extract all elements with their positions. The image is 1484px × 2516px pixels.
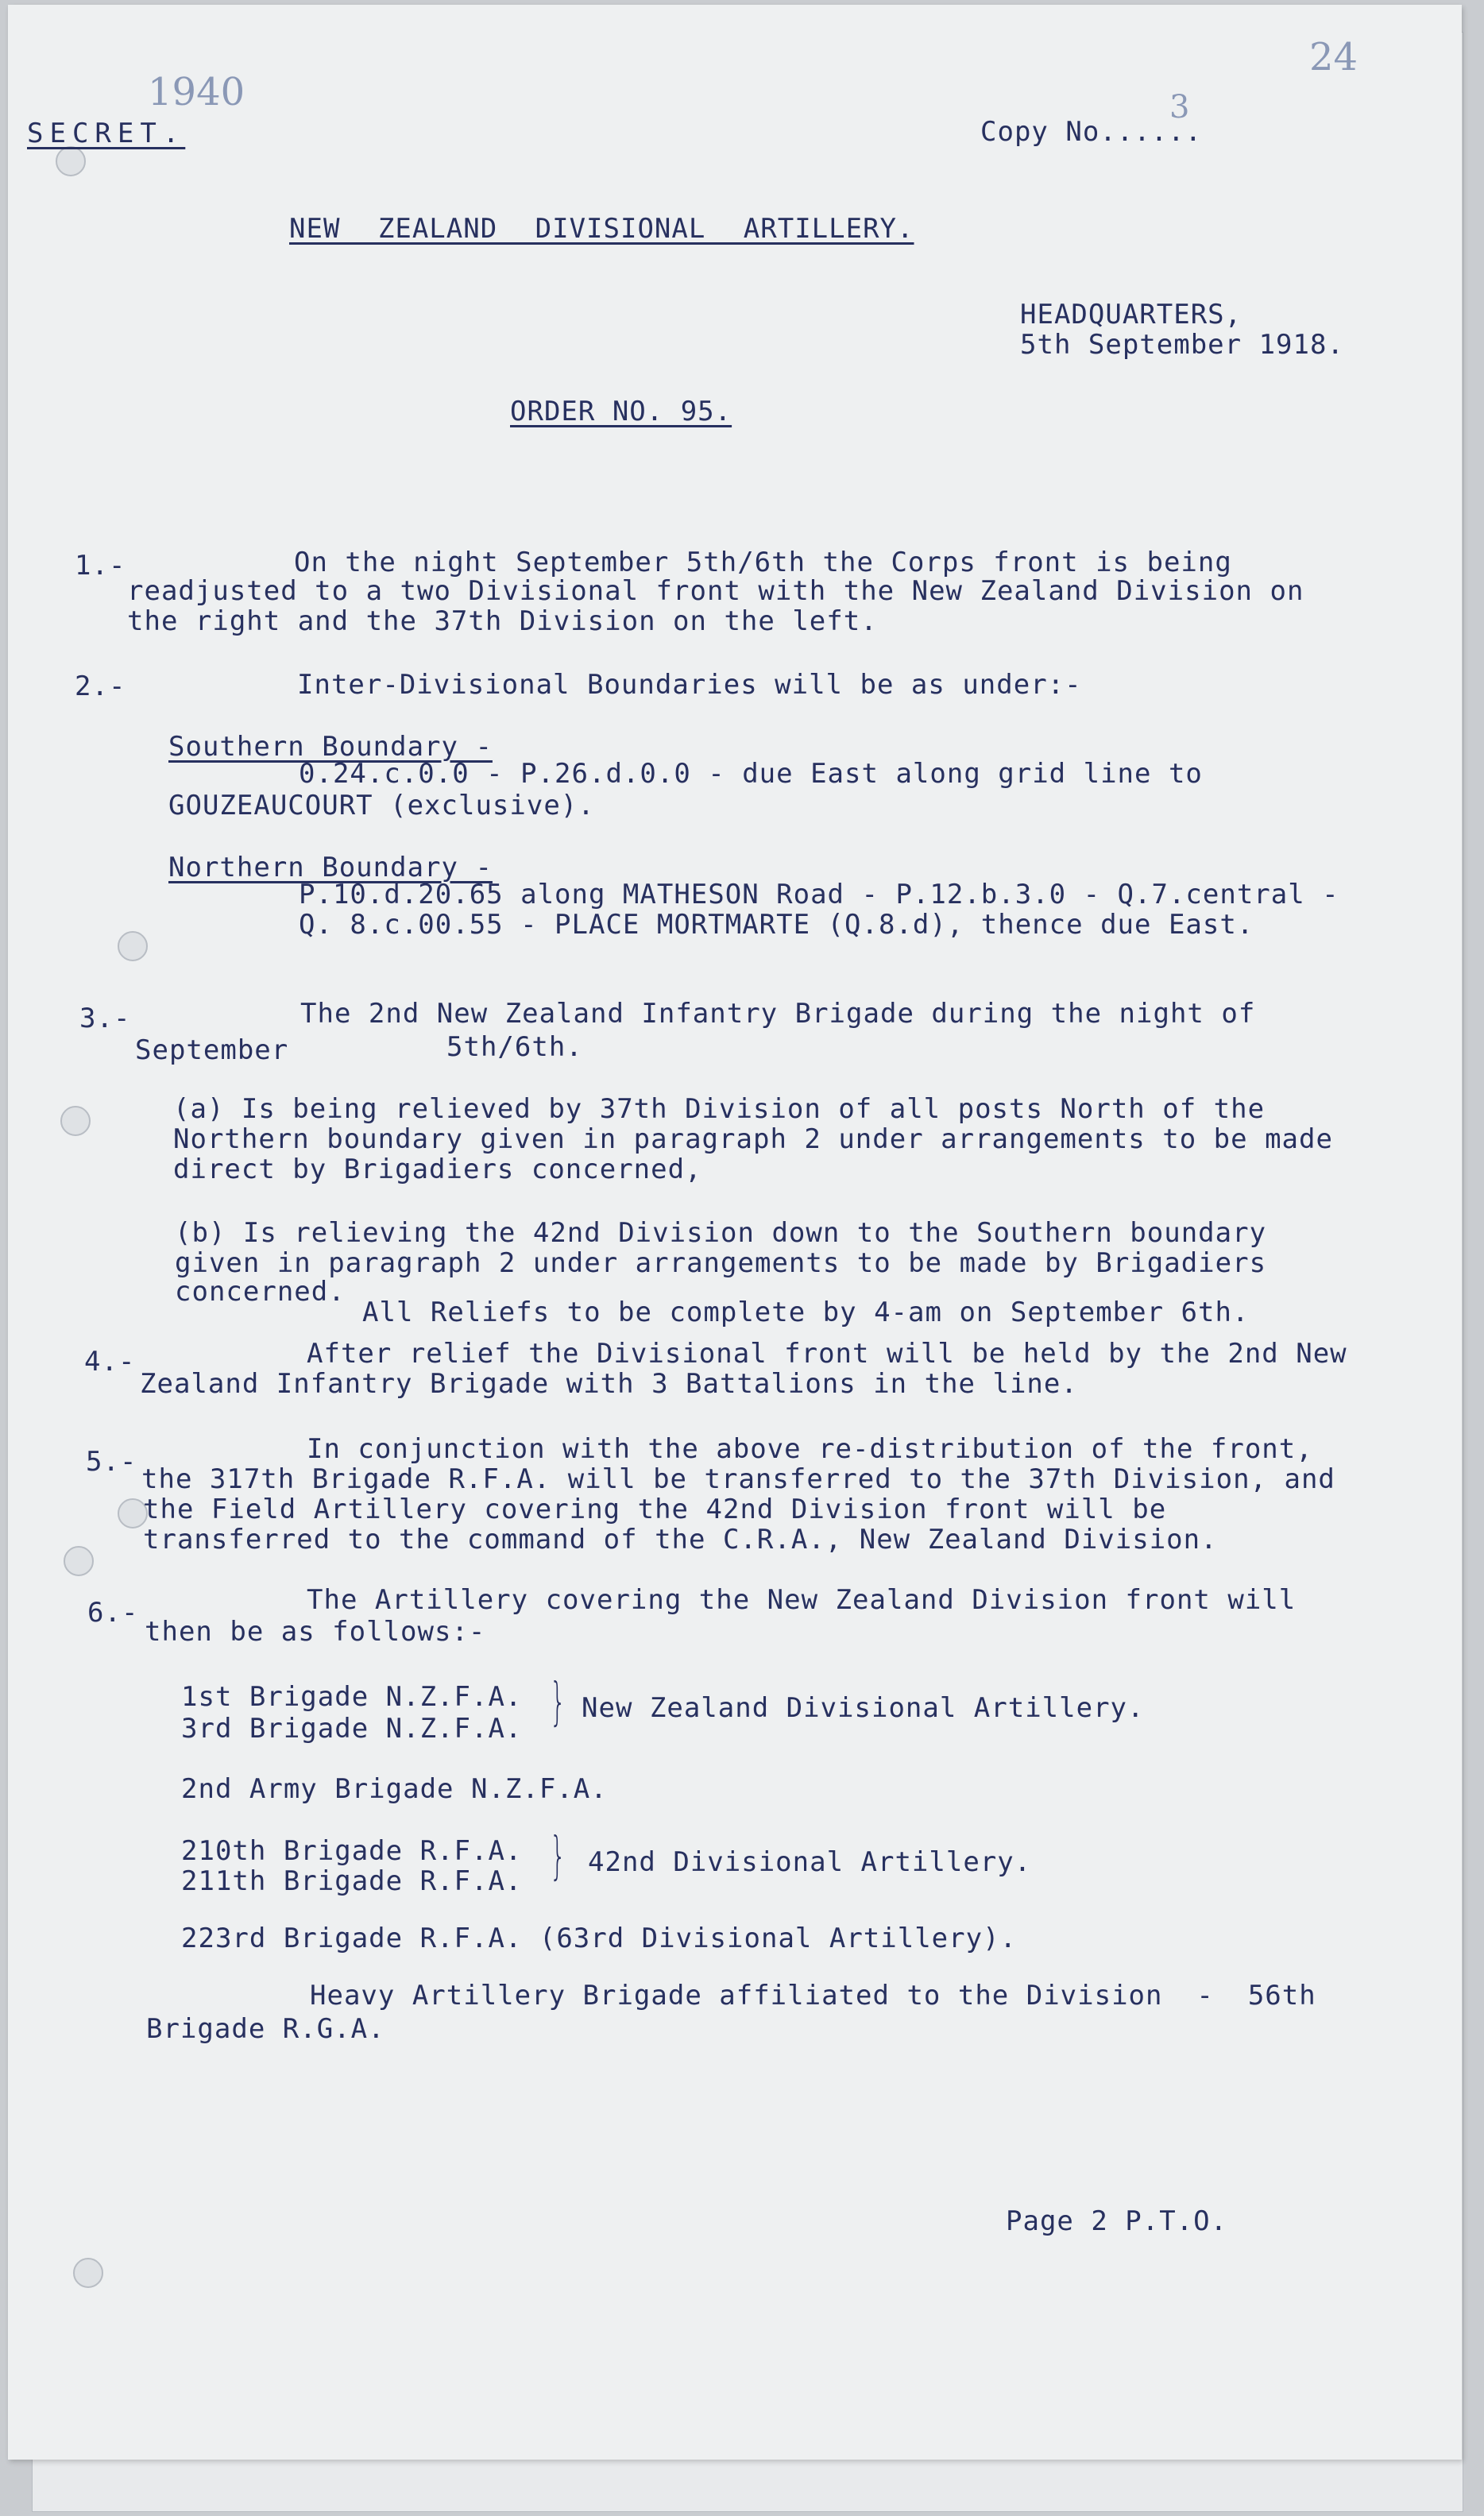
punch-hole: [118, 931, 148, 961]
para-1-line: the right and the 37th Division on the left.: [127, 605, 878, 637]
page-footer: Page 2 P.T.O.: [1006, 2205, 1228, 2237]
copy-label: Copy No......: [980, 116, 1203, 148]
southern-boundary-line: 0.24.c.0.0 - P.26.d.0.0 - due East along grid line to: [299, 758, 1203, 790]
northern-boundary-line: P.10.d.20.65 along MATHESON Road - P.12.b.3.0 - Q.7.central -: [299, 879, 1339, 910]
para-3-line: 5th/6th.: [446, 1031, 583, 1063]
brace-icon: }: [550, 1827, 566, 1886]
southern-boundary-label: Southern Boundary -: [168, 731, 493, 763]
para-5-number: 5.-: [86, 1446, 137, 1478]
para-3-line: September: [135, 1034, 289, 1066]
artillery-unit: 210th Brigade R.F.A.: [181, 1835, 523, 1867]
heavy-artillery-line: Brigade R.G.A.: [146, 2013, 385, 2045]
hq-date: 5th September 1918.: [1020, 329, 1344, 361]
artillery-unit: 211th Brigade R.F.A.: [181, 1865, 523, 1897]
para-2-number: 2.-: [75, 671, 126, 702]
artillery-unit: 1st Brigade N.Z.F.A.: [181, 1681, 523, 1713]
heavy-artillery-line: Heavy Artillery Brigade affiliated to the Division - 56th: [310, 1980, 1316, 2012]
para-6-line: then be as follows:-: [145, 1616, 486, 1648]
punch-hole: [60, 1106, 91, 1136]
para-3a-line: (a) Is being relieved by 37th Division of all posts North of the: [173, 1093, 1266, 1125]
para-3-number: 3.-: [79, 1003, 131, 1034]
para-3b-line: concerned.: [175, 1276, 346, 1308]
reliefs-note: All Reliefs to be complete by 4-am on September 6th.: [362, 1297, 1250, 1328]
para-6-number: 6.-: [87, 1597, 139, 1629]
para-3a-line: direct by Brigadiers concerned,: [173, 1154, 702, 1185]
artillery-group-label: New Zealand Divisional Artillery.: [582, 1692, 1145, 1724]
artillery-group-label: 42nd Divisional Artillery.: [588, 1846, 1032, 1878]
para-1-line: On the night September 5th/6th the Corps front is being: [294, 547, 1232, 578]
southern-boundary-line: GOUZEAUCOURT (exclusive).: [168, 790, 595, 821]
punch-hole: [56, 146, 86, 176]
brace-icon: }: [550, 1673, 566, 1732]
artillery-unit: 3rd Brigade N.Z.F.A.: [181, 1713, 523, 1745]
unit-title: NEW ZEALAND DIVISIONAL ARTILLERY.: [289, 213, 914, 245]
punch-hole: [64, 1546, 94, 1576]
para-1-line: readjusted to a two Divisional front with the New Zealand Division on: [127, 575, 1304, 607]
para-4-number: 4.-: [84, 1346, 136, 1378]
para-3-line: The 2nd New Zealand Infantry Brigade during the night of: [300, 998, 1256, 1030]
copy-number: 3: [1169, 89, 1190, 126]
punch-hole: [73, 2258, 103, 2288]
para-3a-line: Northern boundary given in paragraph 2 under arrangements to be made: [173, 1123, 1333, 1155]
para-5-line: In conjunction with the above re-distribution of the front,: [307, 1433, 1313, 1465]
para-5-line: transferred to the command of the C.R.A., New Zealand Division.: [143, 1524, 1218, 1556]
para-3b-line: (b) Is relieving the 42nd Division down to the Southern boundary: [175, 1217, 1267, 1249]
para-4-line: After relief the Divisional front will be held by the 2nd New: [307, 1338, 1347, 1370]
northern-boundary-line: Q. 8.c.00.55 - PLACE MORTMARTE (Q.8.d), thence due East.: [299, 909, 1254, 941]
archive-number: 1940: [148, 70, 245, 114]
artillery-unit: 2nd Army Brigade N.Z.F.A.: [181, 1773, 608, 1805]
para-4-line: Zealand Infantry Brigade with 3 Battalions in the line.: [140, 1368, 1078, 1400]
para-5-line: the Field Artillery covering the 42nd Division front will be: [143, 1494, 1167, 1525]
hq-line1: HEADQUARTERS,: [1020, 299, 1242, 330]
para-6-line: The Artillery covering the New Zealand Division front will: [307, 1584, 1297, 1616]
para-5-line: the 317th Brigade R.F.A. will be transferred to the 37th Division, and: [141, 1463, 1335, 1495]
document-page: [8, 5, 1462, 2460]
northern-boundary-label: Northern Boundary -: [168, 852, 493, 883]
para-1-number: 1.-: [75, 550, 126, 582]
para-2-line: Inter-Divisional Boundaries will be as under:-: [297, 669, 1082, 701]
para-3b-line: given in paragraph 2 under arrangements to be made by Brigadiers: [175, 1247, 1267, 1279]
order-number: ORDER NO. 95.: [510, 396, 732, 427]
secret-label: SECRET.: [27, 118, 186, 149]
page-number: 24: [1309, 35, 1358, 79]
artillery-unit: 223rd Brigade R.F.A. (63rd Divisional Artillery).: [181, 1923, 1018, 1954]
